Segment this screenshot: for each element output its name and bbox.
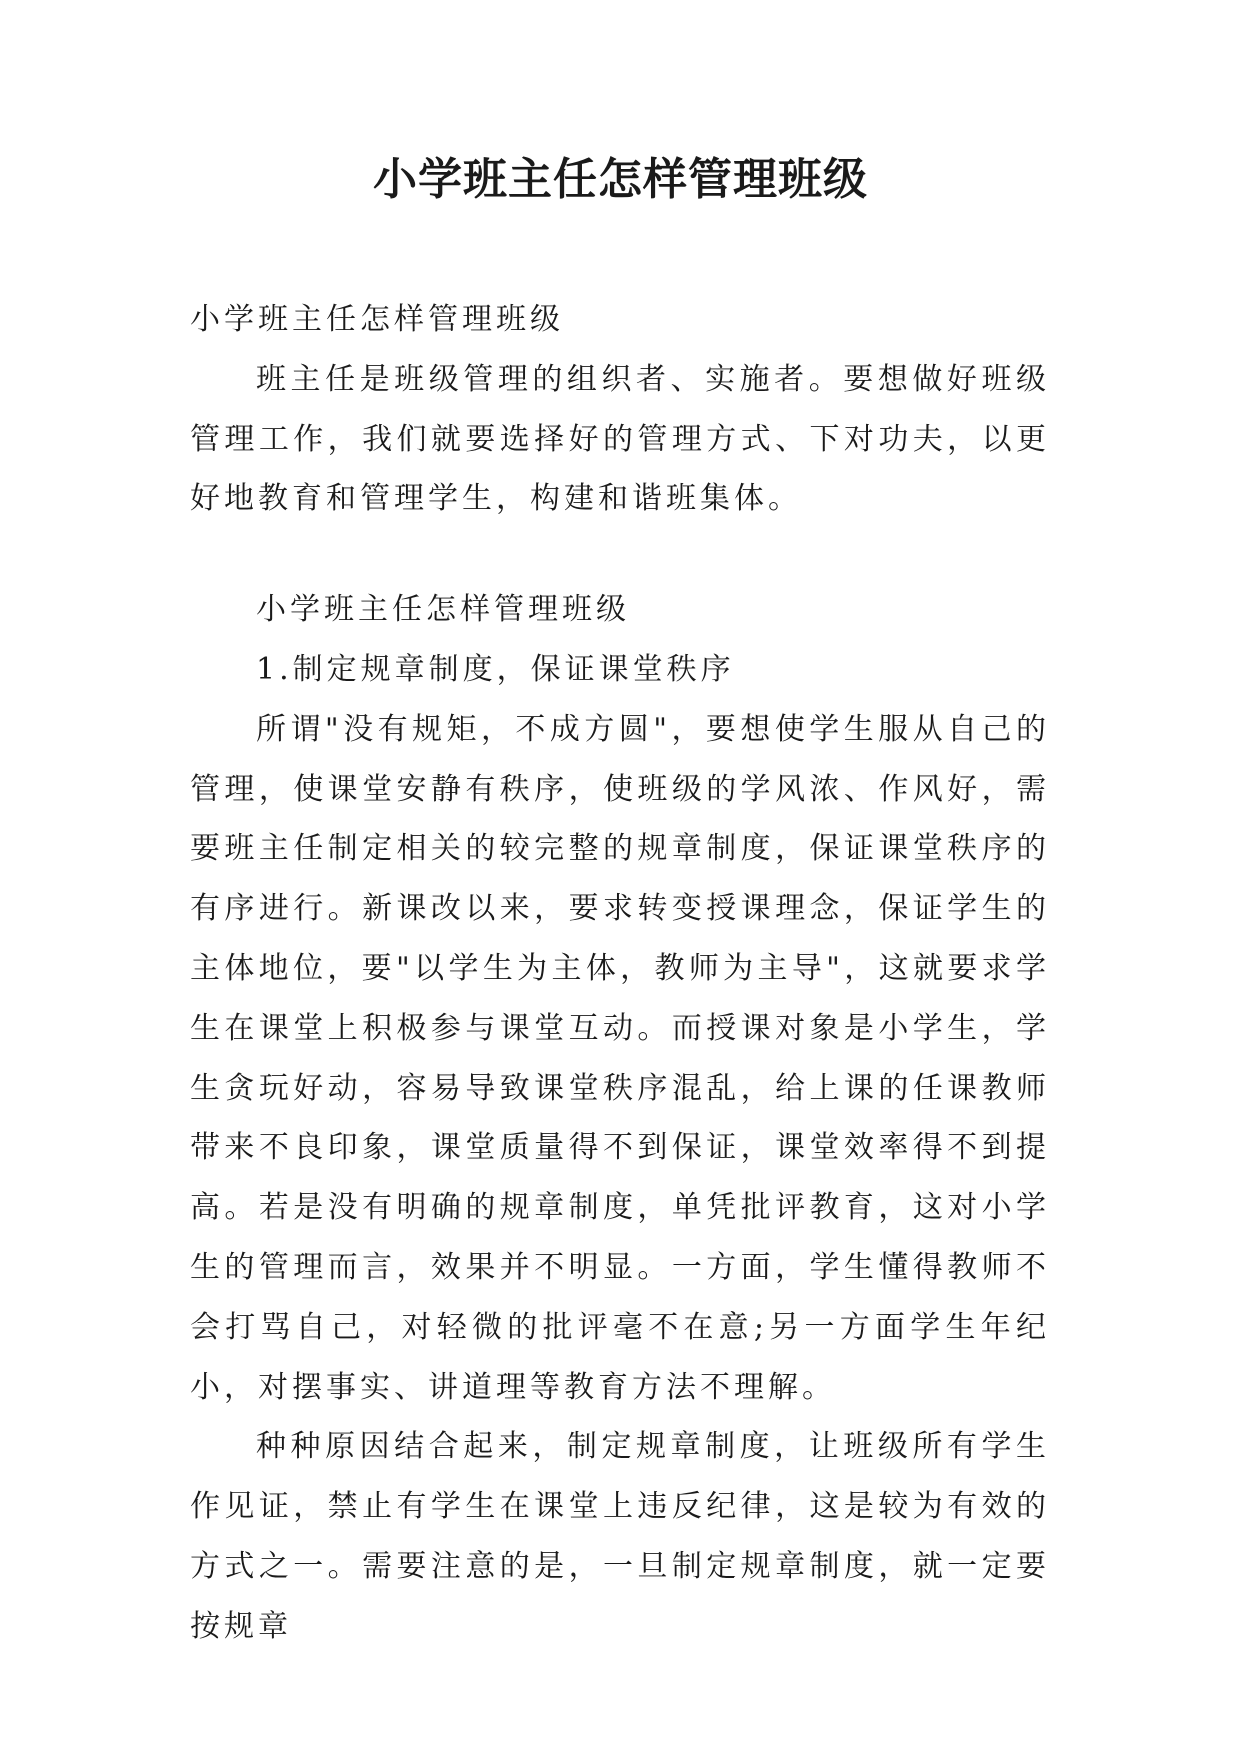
page-title: 小学班主任怎样管理班级	[373, 154, 868, 205]
body-paragraph: 所谓"没有规矩，不成方圆"，要想使学生服从自己的管理，使课堂安静有秩序，使班级的学风浓、作风好，需要班主任制定相关的较完整的规章制度，保证课堂秩序的有序进行。新课改以来，要求转变授课理念，保证学生的主体地位，要"以学生为主体，教师为主导"，这就要求学生在课堂上积极参与课堂互动。而授课对象是小学生，学生贪玩好动，容易导致课堂秩序混乱，给上课的任课教师带来不良印象，课堂质量得不到保证，课堂效率得不到提高。若是没有明确的规章制度，单凭批评教育，这对小学生的管理而言，效果并不明显。一方面，学生懂得教师不会打骂自己，对轻微的批评毫不在意;另一方面学生年纪小，对摆事实、讲道理等教育方法不理解。	[190, 711, 1050, 1405]
intro-paragraph: 班主任是班级管理的组织者、实施者。要想做好班级管理工作，我们就要选择好的管理方式、下对功夫，以更好地教育和管理学生，构建和谐班集体。	[190, 361, 1050, 517]
body-paragraph: 种种原因结合起来，制定规章制度，让班级所有学生作见证，禁止有学生在课堂上违反纪律，这是较为有效的方式之一。需要注意的是，一旦制定规章制度，就一定要按规章	[190, 1429, 1050, 1644]
subsection-heading: 1.制定规章制度，保证课堂秩序	[256, 651, 735, 687]
section-heading: 小学班主任怎样管理班级	[256, 592, 630, 628]
intro-heading: 小学班主任怎样管理班级	[190, 302, 564, 337]
document-body	[190, 290, 1050, 1657]
